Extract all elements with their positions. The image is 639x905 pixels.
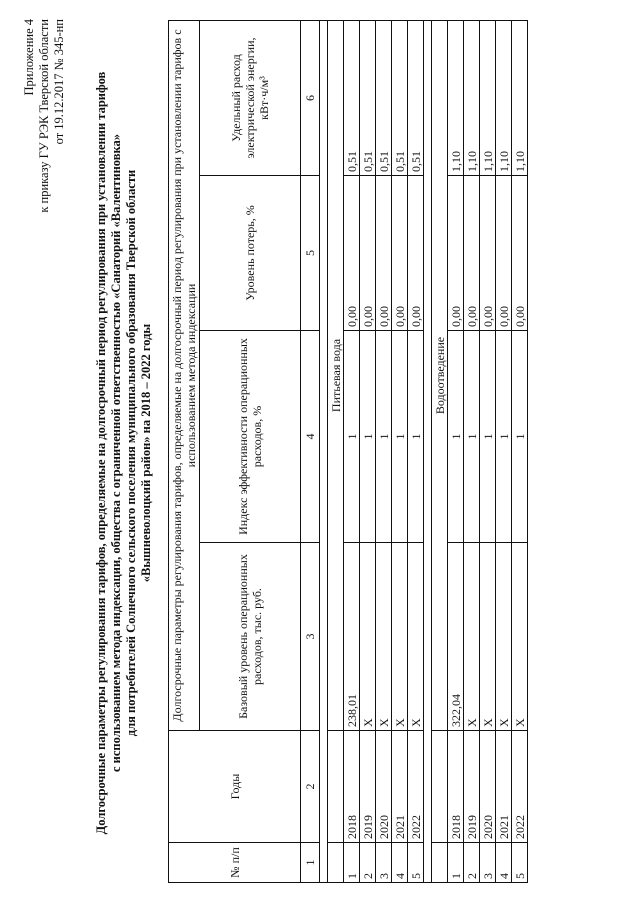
cell-base-opex: Х — [480, 543, 496, 731]
section-spacer-cell — [424, 20, 432, 882]
cell-efficiency-index: 1 — [392, 331, 408, 543]
appendix-title: Приложение 4 — [22, 19, 36, 96]
cell-year: 2019 — [464, 731, 480, 843]
cell-losses: 0,00 — [480, 176, 496, 331]
cell-row-number: 4 — [496, 843, 512, 883]
cell-row-number: 4 — [392, 843, 408, 883]
cell-losses: 0,00 — [392, 176, 408, 331]
heading-line-1: Долгосрочные параметры регулирования тарифов, определяемые на долгосрочный период регулирования при установлении тарифов — [94, 71, 108, 835]
col-header-base-opex: Базовый уровень операционных расходов, тыс. руб. — [200, 543, 301, 731]
cell-year: 2022 — [512, 731, 528, 843]
cell-losses: 0,00 — [464, 176, 480, 331]
cell-energy: 0,51 — [376, 20, 392, 175]
cell-energy: 1,10 — [480, 20, 496, 175]
rotated-page — [20, 13, 620, 893]
table-row — [512, 20, 528, 882]
table-row — [360, 20, 376, 882]
table-row — [408, 20, 424, 882]
cell-base-opex: 322,04 — [448, 543, 464, 731]
cell-base-opex: Х — [360, 543, 376, 731]
col-header-num: № п/п — [169, 843, 301, 883]
cell-row-number: 5 — [408, 843, 424, 883]
cell-efficiency-index: 1 — [512, 331, 528, 543]
cell-losses: 0,00 — [448, 176, 464, 331]
section-title-blank — [432, 731, 448, 843]
cell-efficiency-index: 1 — [408, 331, 424, 543]
cell-year: 2019 — [360, 731, 376, 843]
heading-line-3: для потребителей Солнечного сельского поселения муниципального образования Тверской области — [124, 169, 138, 737]
table-row — [376, 20, 392, 882]
col-number-2: 2 — [301, 731, 320, 843]
cell-year: 2020 — [480, 731, 496, 843]
section-title: Водоотведение — [432, 20, 448, 730]
cell-efficiency-index: 1 — [448, 331, 464, 543]
appendix-block — [22, 19, 67, 213]
cell-losses: 0,00 — [512, 176, 528, 331]
heading-line-2: с использованием метода индексации, общества с ограниченной ответственностью «Санаторий «Валентиновка» — [109, 133, 123, 773]
cell-row-number: 1 — [448, 843, 464, 883]
section-title-blank — [328, 843, 344, 883]
cell-base-opex: Х — [464, 543, 480, 731]
section-title-row — [328, 20, 344, 882]
section-spacer-cell — [320, 20, 328, 882]
cell-year: 2020 — [376, 731, 392, 843]
cell-energy: 0,51 — [360, 20, 376, 175]
cell-row-number: 3 — [376, 843, 392, 883]
cell-efficiency-index: 1 — [344, 331, 360, 543]
table-row — [344, 20, 360, 882]
parameters-table — [168, 20, 528, 883]
section-spacer — [424, 20, 432, 882]
cell-row-number: 3 — [480, 843, 496, 883]
col-header-efficiency-index: Индекс эффективности операционных расходов, % — [200, 331, 301, 543]
cell-efficiency-index: 1 — [464, 331, 480, 543]
document-heading — [94, 23, 154, 883]
cell-energy: 1,10 — [512, 20, 528, 175]
cell-row-number: 1 — [344, 843, 360, 883]
cell-efficiency-index: 1 — [480, 331, 496, 543]
col-header-losses: Уровень потерь, % — [200, 176, 301, 331]
col-number-4: 4 — [301, 331, 320, 543]
col-header-energy: Удельный расход электрической энергии, кВт·ч/м³ — [200, 20, 301, 175]
col-number-5: 5 — [301, 176, 320, 331]
section-title: Питьевая вода — [328, 20, 344, 730]
cell-energy: 1,10 — [448, 20, 464, 175]
cell-losses: 0,00 — [376, 176, 392, 331]
section-title-row — [432, 20, 448, 882]
table-row — [392, 20, 408, 882]
cell-energy: 0,51 — [408, 20, 424, 175]
cell-row-number: 2 — [464, 843, 480, 883]
col-number-6: 6 — [301, 20, 320, 175]
table-row — [464, 20, 480, 882]
cell-base-opex: Х — [392, 543, 408, 731]
table-row — [448, 20, 464, 882]
cell-energy: 1,10 — [496, 20, 512, 175]
heading-line-4: «Вышневолоцкий район» на 2018 – 2022 годы — [139, 323, 153, 583]
cell-row-number: 2 — [360, 843, 376, 883]
cell-energy: 1,10 — [464, 20, 480, 175]
cell-base-opex: 238,01 — [344, 543, 360, 731]
section-spacer — [320, 20, 328, 882]
appendix-order-ref: к приказу ГУ РЭК Тверской области — [37, 19, 51, 213]
cell-year: 2021 — [392, 731, 408, 843]
cell-row-number: 5 — [512, 843, 528, 883]
cell-year: 2018 — [344, 731, 360, 843]
col-header-years: Годы — [169, 731, 301, 843]
cell-losses: 0,00 — [496, 176, 512, 331]
cell-losses: 0,00 — [360, 176, 376, 331]
header-row-group — [169, 20, 200, 882]
section-title-blank — [328, 731, 344, 843]
col-number-3: 3 — [301, 543, 320, 731]
header-group-title: Долгосрочные параметры регулирования тарифов, определяемые на долгосрочный период регулирования при установлении тарифов с использованием метода индексации — [169, 20, 200, 730]
appendix-order-date: от 19.12.2017 № 345-нп — [52, 19, 66, 145]
cell-year: 2022 — [408, 731, 424, 843]
cell-year: 2021 — [496, 731, 512, 843]
cell-base-opex: Х — [376, 543, 392, 731]
cell-base-opex: Х — [496, 543, 512, 731]
cell-base-opex: Х — [408, 543, 424, 731]
cell-year: 2018 — [448, 731, 464, 843]
cell-base-opex: Х — [512, 543, 528, 731]
cell-energy: 0,51 — [392, 20, 408, 175]
table-row — [496, 20, 512, 882]
col-number-1: 1 — [301, 843, 320, 883]
cell-energy: 0,51 — [344, 20, 360, 175]
cell-efficiency-index: 1 — [360, 331, 376, 543]
cell-losses: 0,00 — [344, 176, 360, 331]
header-row-numbers — [301, 20, 320, 882]
table-row — [480, 20, 496, 882]
cell-efficiency-index: 1 — [376, 331, 392, 543]
cell-efficiency-index: 1 — [496, 331, 512, 543]
cell-losses: 0,00 — [408, 176, 424, 331]
section-title-blank — [432, 843, 448, 883]
